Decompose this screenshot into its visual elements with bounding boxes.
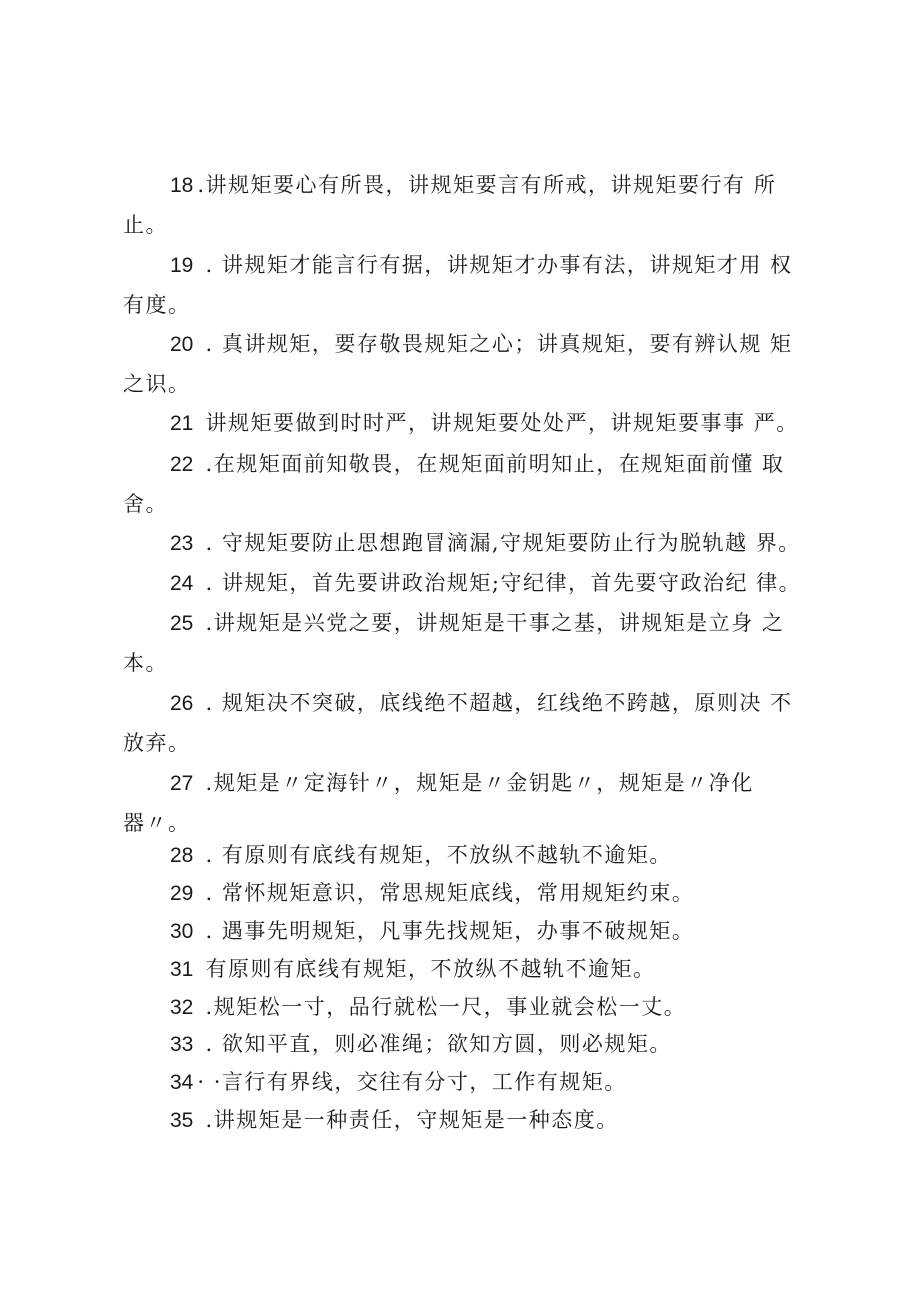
list-item-line xyxy=(123,873,823,913)
list-item xyxy=(123,873,823,913)
list-item-line xyxy=(123,949,823,989)
list-item-line xyxy=(123,603,823,643)
item-text: .在规矩面前知敬畏，在规矩面前明知止，在规矩面前懂 取 xyxy=(197,452,785,476)
list-item xyxy=(123,987,823,1027)
item-text: .讲规矩是一种责任，守规矩是一种态度。 xyxy=(197,1108,619,1132)
item-number: 32 xyxy=(170,996,194,1019)
item-text: . 真讲规矩，要存敬畏规矩之心；讲真规矩，要有辨认规 矩 xyxy=(197,332,793,356)
list-item-line xyxy=(123,987,823,1027)
list-item-line xyxy=(123,523,823,563)
item-number: 22 xyxy=(170,453,194,476)
item-text: . 讲规矩，首先要讲政治规矩;守纪律，首先要守政治纪 律。 xyxy=(197,571,802,595)
item-number: 33 xyxy=(170,1033,194,1056)
list-item-continuation: 之识。 xyxy=(123,372,191,396)
item-number: 19 xyxy=(170,254,194,277)
list-item xyxy=(123,835,823,875)
list-item xyxy=(123,763,823,843)
item-number: 24 xyxy=(170,572,194,595)
list-item-line xyxy=(123,563,823,603)
list-item xyxy=(123,245,823,325)
item-number: 18 xyxy=(170,174,194,197)
list-item xyxy=(123,603,823,683)
item-text: . 讲规矩才能言行有据，讲规矩才办事有法，讲规矩才用 权 xyxy=(197,253,793,277)
list-item-continuation: 器〃。 xyxy=(123,811,191,835)
list-item-line xyxy=(123,245,823,285)
list-item-line xyxy=(123,763,823,803)
list-item xyxy=(123,1100,823,1140)
item-text: . 遇事先明规矩，凡事先找规矩，办事不破规矩。 xyxy=(197,919,695,943)
list-item-line xyxy=(123,1062,823,1102)
list-item-line xyxy=(123,444,823,484)
list-item-line xyxy=(123,1100,823,1140)
list-item xyxy=(123,324,823,404)
item-text: . 欲知平直，则必准绳；欲知方圆，则必规矩。 xyxy=(197,1032,672,1056)
list-item-line xyxy=(123,324,823,364)
item-number: 21 xyxy=(170,412,194,435)
list-item xyxy=(123,444,823,524)
list-item xyxy=(123,563,823,603)
item-text: · ·言行有界线，交往有分寸，工作有规矩。 xyxy=(197,1070,627,1094)
list-item-continuation: 有度。 xyxy=(123,293,191,317)
list-item-line xyxy=(123,165,823,205)
item-number: 35 xyxy=(170,1109,194,1132)
list-item xyxy=(123,165,823,245)
list-item-line xyxy=(123,1024,823,1064)
item-text: .规矩是〃定海针〃，规矩是〃金钥匙〃，规矩是〃净化 xyxy=(197,771,754,795)
item-text: . 有原则有底线有规矩，不放纵不越轨不逾矩。 xyxy=(197,843,672,867)
list-item-line xyxy=(123,911,823,951)
item-number: 25 xyxy=(170,612,194,635)
list-item-line xyxy=(123,683,823,723)
list-item-line xyxy=(123,835,823,875)
list-item-continuation: 止。 xyxy=(123,213,168,237)
list-item xyxy=(123,683,823,763)
item-number: 31 xyxy=(170,958,194,981)
list-item xyxy=(123,523,823,563)
item-number: 20 xyxy=(170,333,194,356)
item-text: . 守规矩要防止思想跑冒滴漏,守规矩要防止行为脱轨越 界。 xyxy=(197,531,801,555)
list-item-line xyxy=(123,403,823,443)
item-number: 34 xyxy=(170,1071,194,1094)
item-number: 26 xyxy=(170,692,194,715)
item-text: . 常怀规矩意识，常思规矩底线，常用规矩约束。 xyxy=(197,881,695,905)
list-item-continuation: 舍。 xyxy=(123,492,168,516)
list-item xyxy=(123,911,823,951)
item-text: 讲规矩要做到时时严，讲规矩要处处严，讲规矩要事事 严。 xyxy=(197,411,799,435)
item-number: 29 xyxy=(170,882,194,905)
list-item xyxy=(123,1062,823,1102)
list-item-continuation: 本。 xyxy=(123,651,168,675)
item-text: .讲规矩是兴党之要，讲规矩是干事之基，讲规矩是立身 之 xyxy=(197,611,785,635)
item-number: 27 xyxy=(170,772,194,795)
item-text: .规矩松一寸，品行就松一尺，事业就会松一丈。 xyxy=(197,995,687,1019)
item-number: 23 xyxy=(170,532,194,555)
list-item xyxy=(123,949,823,989)
item-number: 28 xyxy=(170,844,194,867)
list-item-continuation: 放弃。 xyxy=(123,731,191,755)
item-text: .讲规矩要心有所畏，讲规矩要言有所戒，讲规矩要行有 所 xyxy=(197,173,777,197)
item-text: 有原则有底线有规矩，不放纵不越轨不逾矩。 xyxy=(197,957,656,981)
item-number: 30 xyxy=(170,920,194,943)
item-text: . 规矩决不突破，底线绝不超越，红线绝不跨越，原则决 不 xyxy=(197,691,793,715)
list-item xyxy=(123,403,823,443)
list-item xyxy=(123,1024,823,1064)
